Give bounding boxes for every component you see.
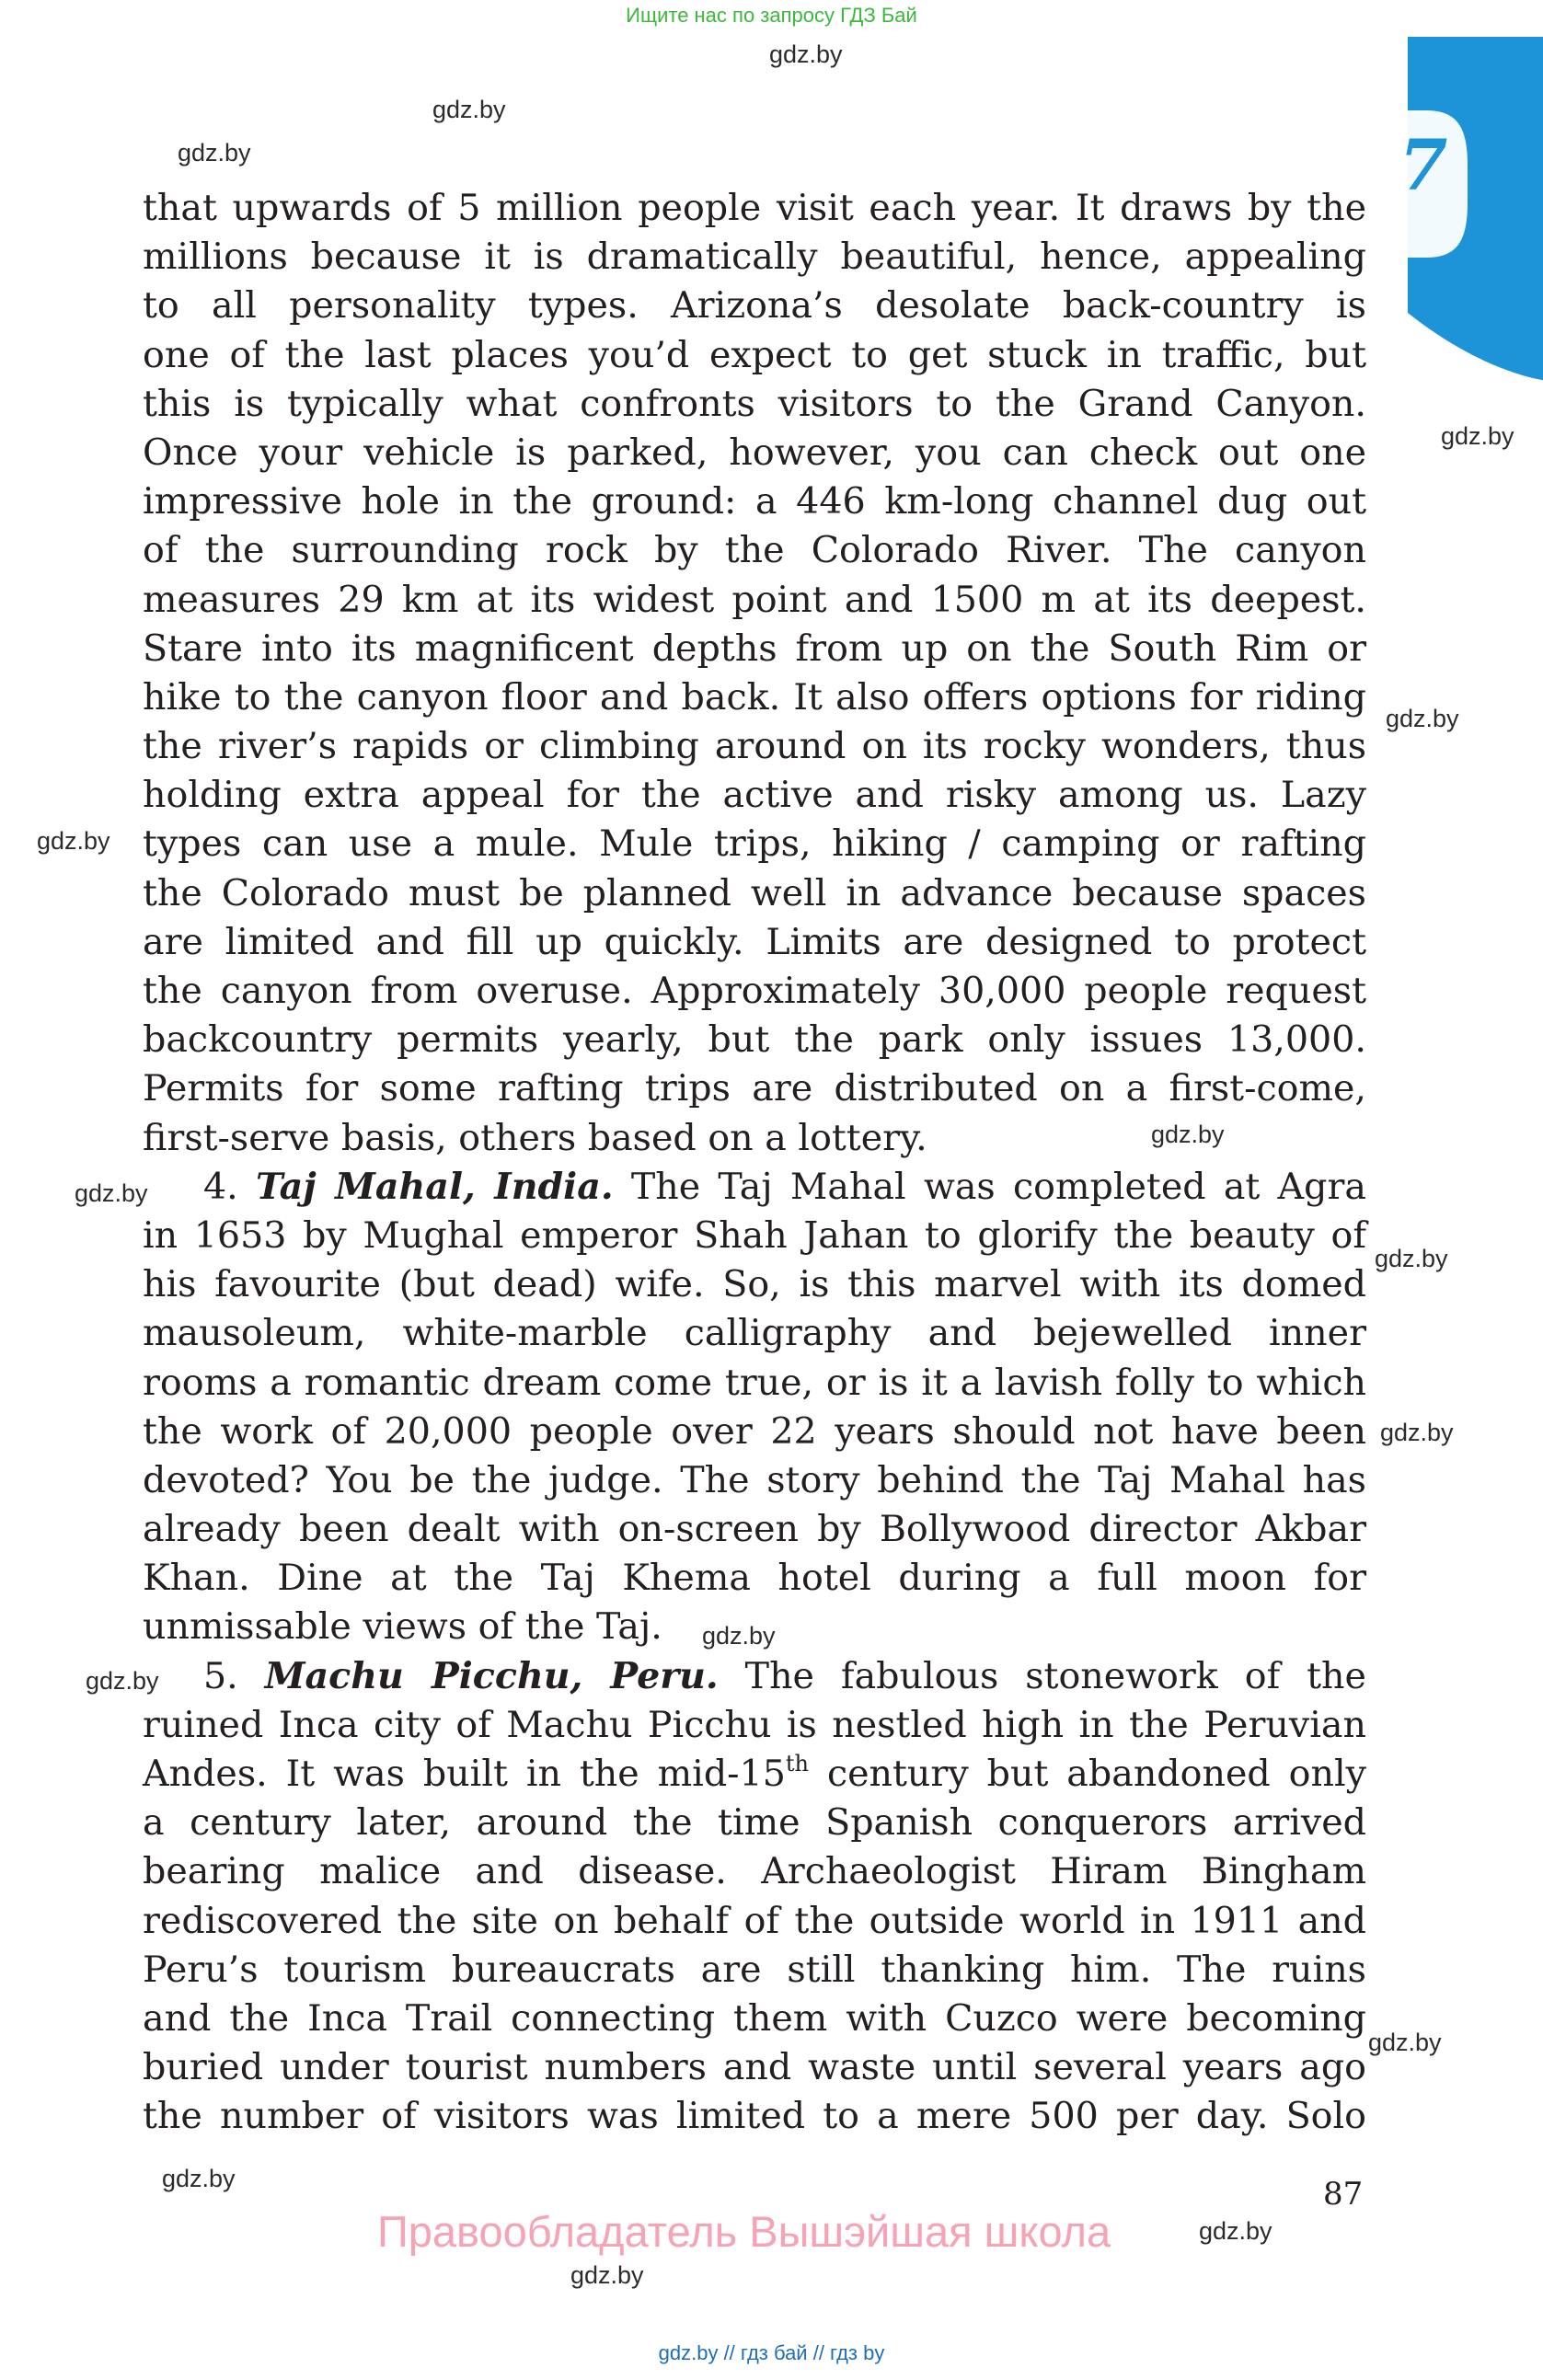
- paragraph-machu-picchu: [143, 1652, 1366, 2142]
- text-line: the work of 20,000 people over 22 years should not have been: [143, 1409, 1366, 1453]
- text-line: mausoleum, white-marble calligraphy and bejewelled inner: [143, 1312, 1366, 1355]
- text-line: are limited and fill up quickly. Limits are designed to protect: [143, 920, 1366, 963]
- watermark: gdz.by: [1199, 2217, 1272, 2245]
- text-line: impressive hole in the ground: a 446 km-long channel dug out: [143, 480, 1366, 523]
- text-line: backcountry permits yearly, but the park only issues 13,000.: [143, 1018, 1366, 1062]
- chapter-tab: [1408, 37, 1543, 382]
- text-line: [143, 1163, 1366, 1212]
- watermark: gdz.by: [769, 40, 843, 68]
- text-line: this is typically what confronts visitors to the Grand Canyon.: [143, 382, 1366, 425]
- text-line: his favourite (but dead) wife. So, is this marvel with its domed: [143, 1263, 1366, 1306]
- text-line: millions because it is dramatically beautiful, hence, appealing: [143, 236, 1366, 279]
- text-line: and the Inca Trail connecting them with Cuzco were becoming: [143, 1996, 1366, 2040]
- watermark: gdz.by: [702, 1622, 776, 1650]
- text-line: Peru’s tourism bureaucrats are still thanking him. The ruins: [143, 1948, 1366, 1991]
- section-heading: Taj Mahal, India.: [256, 1165, 614, 1208]
- text-line: buried under tourist numbers and waste until several years ago: [143, 2046, 1366, 2089]
- body-text: [143, 184, 1366, 2142]
- watermark: gdz.by: [1368, 2029, 1442, 2056]
- text-line: to all personality types. Arizona’s desolate back-country is: [143, 284, 1366, 328]
- text-line: one of the last places you’d expect to get stuck in traffic, but: [143, 333, 1366, 376]
- watermark: gdz.by: [1380, 1419, 1454, 1446]
- text-line: of the surrounding rock by the Colorado River. The canyon: [143, 529, 1366, 572]
- text-line: bearing malice and disease. Archaeologist Hiram Bingham: [143, 1850, 1366, 1893]
- text-line: Khan. Dine at the Taj Khema hotel during a full moon for: [143, 1557, 1366, 1600]
- watermark: gdz.by: [75, 1179, 148, 1207]
- watermark: gdz.by: [1441, 422, 1514, 450]
- top-banner[interactable]: Ищите нас по запросу ГДЗ Бай: [626, 4, 917, 27]
- text-line: the number of visitors was limited to a mere 500 per day. Solo: [143, 2095, 1366, 2138]
- text-line: ruined Inca city of Machu Picchu is nestled high in the Peruvian: [143, 1703, 1366, 1746]
- text-line: types can use a mule. Mule trips, hiking / camping or rafting: [143, 822, 1366, 866]
- watermark: gdz.by: [86, 1667, 159, 1695]
- text-line: Permits for some rafting trips are distributed on a first-come,: [143, 1067, 1366, 1110]
- text-fragment: The Taj Mahal was completed at Agra: [630, 1165, 1366, 1208]
- text-line: already been dealt with on-screen by Bollywood director Akbar: [143, 1508, 1366, 1551]
- item-number: 5.: [203, 1654, 238, 1697]
- copyright-notice: Правообладатель Вышэйшая школа: [377, 2207, 1111, 2256]
- text-line: the river’s rapids or climbing around on its rocky wonders, thus: [143, 725, 1366, 768]
- text-line: devoted? You be the judge. The story behind the Taj Mahal has: [143, 1458, 1366, 1501]
- watermark: gdz.by: [162, 2165, 236, 2192]
- page-number: 87: [1323, 2176, 1364, 2213]
- superscript: th: [785, 1751, 810, 1776]
- text-line: [143, 1652, 1366, 1701]
- text-line: holding extra appeal for the active and risky among us. Lazy: [143, 774, 1366, 817]
- text-line: hike to the canyon floor and back. It also offers options for riding: [143, 675, 1366, 719]
- watermark: gdz.by: [37, 827, 110, 855]
- bottom-links[interactable]: gdz.by // гдз бай // гдз by: [658, 2341, 885, 2364]
- watermark: gdz.by: [1386, 705, 1459, 732]
- text-line: Stare into its magnificent depths from up on the South Rim or: [143, 627, 1366, 670]
- text-line: rediscovered the site on behalf of the outside world in 1911 and: [143, 1899, 1366, 1942]
- text-line: in 1653 by Mughal emperor Shah Jahan to glorify the beauty of: [143, 1213, 1366, 1257]
- text-line: that upwards of 5 million people visit each year. It draws by the: [143, 187, 1366, 229]
- watermark: gdz.by: [178, 139, 251, 167]
- watermark: gdz.by: [1151, 1121, 1225, 1148]
- text-line: the canyon from overuse. Approximately 30,000 people request: [143, 970, 1366, 1012]
- section-heading: Machu Picchu, Peru.: [264, 1654, 719, 1697]
- text-line: [143, 1750, 1366, 1799]
- paragraph-taj-mahal: [143, 1163, 1366, 1652]
- text-fragment: Andes. It was built in the mid-15: [143, 1753, 786, 1795]
- watermark: gdz.by: [1375, 1245, 1448, 1272]
- item-number: 4.: [203, 1165, 238, 1208]
- text-line: unmissable views of the Taj.: [143, 1605, 662, 1649]
- text-line: Once your vehicle is parked, however, you can check out one: [143, 431, 1366, 474]
- text-line: first-serve basis, others based on a lottery.: [143, 1116, 927, 1159]
- text-fragment: The fabulous stonework of the: [744, 1654, 1366, 1697]
- watermark: gdz.by: [432, 96, 506, 123]
- watermark: gdz.by: [570, 2261, 644, 2289]
- paragraph-grand-canyon: [143, 184, 1366, 1163]
- text-line: the Colorado must be planned well in advance because spaces: [143, 871, 1366, 914]
- text-line: rooms a romantic dream come true, or is it a lavish folly to which: [143, 1361, 1366, 1404]
- text-fragment: century but abandoned only: [809, 1753, 1366, 1795]
- text-line: a century later, around the time Spanish conquerors arrived: [143, 1801, 1366, 1845]
- text-line: measures 29 km at its widest point and 1500 m at its deepest.: [143, 578, 1366, 621]
- chapter-number: 7: [1399, 124, 1448, 206]
